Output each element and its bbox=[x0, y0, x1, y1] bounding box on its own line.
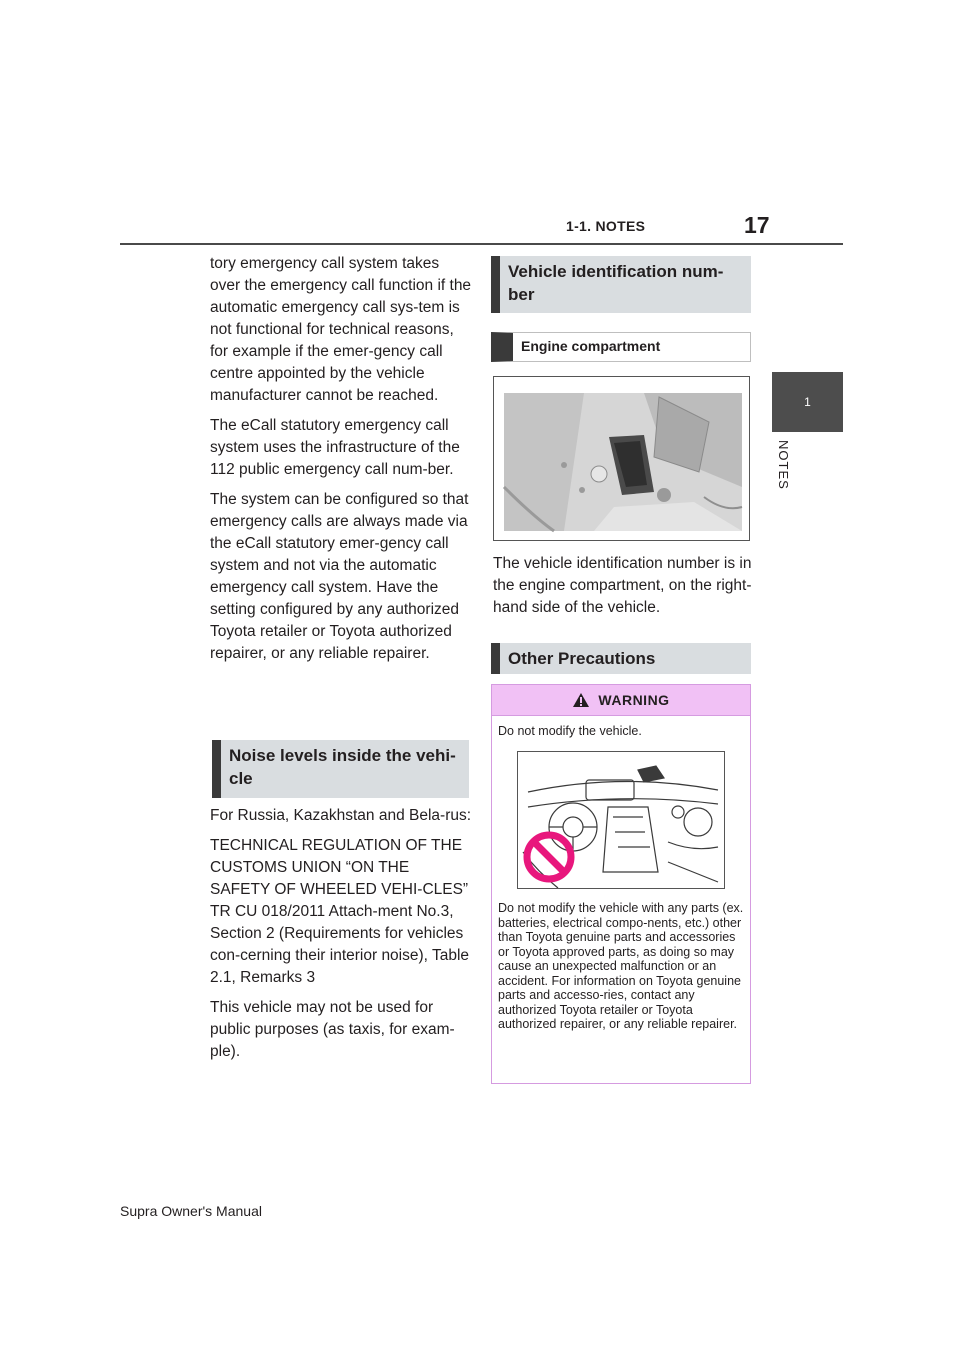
vin-heading-text: Vehicle identification num-ber bbox=[508, 262, 724, 304]
paragraph: For Russia, Kazakhstan and Bela-rus: bbox=[210, 807, 472, 824]
left-column bbox=[210, 253, 472, 673]
other-precautions-heading bbox=[491, 643, 751, 674]
warning-intro: Do not modify the vehicle. bbox=[498, 724, 642, 738]
interior-figure bbox=[517, 751, 725, 889]
other-precautions-heading-text: Other Precautions bbox=[508, 649, 656, 668]
chapter-side-label bbox=[766, 440, 826, 500]
warning-header bbox=[492, 685, 750, 716]
warning-body: Do not modify the vehicle with any parts (ex. batteries, electrical compo-nents, etc.) other than Toyota genuine parts and accessories or Toyota approved parts, as doing so may cause an unexpected malfunction or an accident. For information on Toyota genuine parts and accesso-ries, contact any authorized Toyota retailer or Toyota authorized repairer, or any reliable repairer. bbox=[498, 901, 744, 1031]
header-rule bbox=[120, 243, 843, 245]
noise-heading bbox=[212, 740, 469, 798]
noise-heading-text: Noise levels inside the vehi-cle bbox=[229, 746, 456, 788]
chapter-number: 1 bbox=[804, 395, 811, 409]
section-title: 1-1. NOTES bbox=[566, 218, 646, 234]
paragraph: tory emergency call system takes over the emergency call function if the automatic emergency call sys-tem is not functional for technical reasons, for example if the emer-gency call centre appointed by the vehicle manufacturer cannot be reached. bbox=[210, 255, 472, 404]
paragraph: TECHNICAL REGULATION OF THE CUSTOMS UNION “ON THE SAFETY OF WHEELED VEHI-CLES” TR CU 018/2011 Attach-ment No.3, Section 2 (Requirements for vehicles con-cerning their interior noise), Table 2.1, Remarks 3 bbox=[210, 837, 470, 986]
paragraph: The eCall statutory emergency call system uses the infrastructure of the 112 public emergency call num-ber. bbox=[210, 417, 460, 478]
warning-title: WARNING bbox=[598, 692, 670, 708]
vin-section-body bbox=[493, 553, 755, 627]
warning-box bbox=[491, 684, 751, 1084]
chapter-tab[interactable] bbox=[772, 372, 843, 432]
paragraph: The system can be configured so that emergency calls are always made via the eCall statutory emer-gency call system and not via the automatic emergency call system. Have the setting configured by any authorized Toyota retailer or Toyota authorized repairer, or any reliable repairer. bbox=[210, 491, 469, 662]
chapter-label: NOTES bbox=[776, 440, 791, 490]
footer-title: Supra Owner's Manual bbox=[120, 1203, 262, 1219]
paragraph: The vehicle identification number is in the engine compartment, on the right-hand side of the vehicle. bbox=[493, 555, 752, 616]
noise-section-body bbox=[210, 805, 472, 1071]
vin-heading bbox=[491, 256, 751, 313]
paragraph: This vehicle may not be used for public purposes (as taxis, for exam-ple). bbox=[210, 999, 455, 1060]
page-number: 17 bbox=[744, 212, 770, 238]
engine-subheading bbox=[491, 332, 751, 362]
vehicle-interior-illustration bbox=[518, 752, 725, 889]
engine-compartment-illustration bbox=[494, 377, 750, 541]
engine-compartment-figure bbox=[493, 376, 750, 541]
warning-triangle-icon bbox=[572, 692, 590, 708]
engine-subheading-text: Engine compartment bbox=[521, 338, 661, 354]
